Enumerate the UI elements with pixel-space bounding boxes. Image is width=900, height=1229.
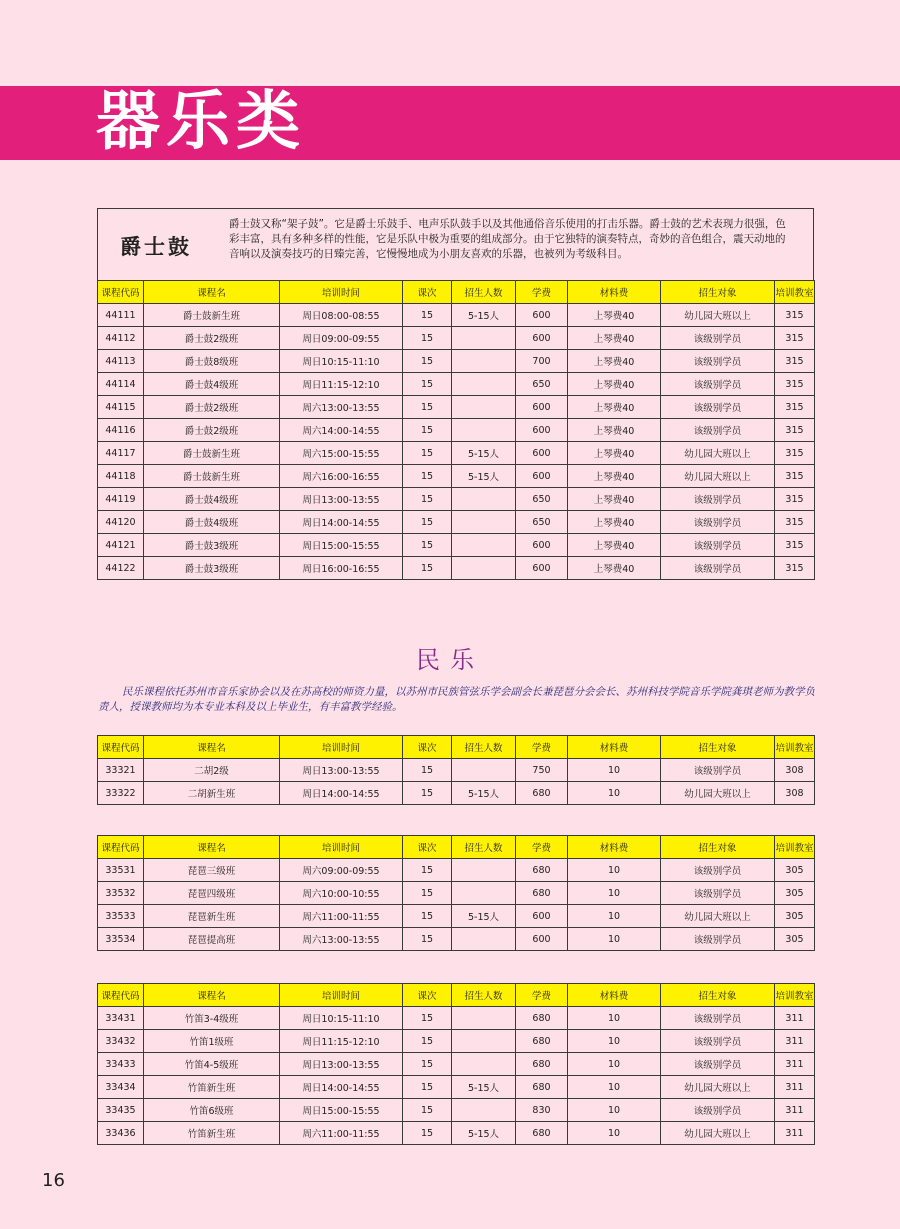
cell-classroom: 305 [775,928,815,951]
header-enrollment: 招生人数 [452,836,516,859]
cell-time: 周六13:00-13:55 [280,928,403,951]
cell-classroom: 315 [775,534,815,557]
cell-classroom: 315 [775,396,815,419]
header-enrollment: 招生人数 [452,281,516,304]
table-header-row [98,736,815,759]
cell-tuition: 650 [516,488,568,511]
cell-course-code: 33431 [98,1007,144,1030]
jazz-drum-intro [97,208,814,281]
table-row [98,905,815,928]
table-header-row [98,984,815,1007]
erhu-table [97,735,815,805]
table-row [98,465,815,488]
cell-course-name: 爵士鼓新生班 [144,465,280,488]
cell-material-fee: 10 [568,759,661,782]
header-target: 招生对象 [661,984,775,1007]
cell-course-name: 竹笛3-4级班 [144,1007,280,1030]
cell-enrollment: 5-15人 [452,782,516,805]
cell-material-fee: 10 [568,1076,661,1099]
cell-course-code: 44119 [98,488,144,511]
cell-tuition: 600 [516,905,568,928]
cell-course-name: 竹笛6级班 [144,1099,280,1122]
jazz-drum-description: 爵士鼓又称“架子鼓”。它是爵士乐鼓手、电声乐队鼓手以及其他通俗音乐使用的打击乐器。爵士鼓的艺术表现力很强，色彩丰富，具有多种多样的性能，它是乐队中极为重要的组成部分。由于它独特的演奏特点，奇妙的音色组合，震天动地的音响以及演奏技巧的日臻完善，它慢慢地成为小朋友喜欢的乐器，也被列为考级科目。 [229,218,786,260]
cell-sessions: 15 [403,782,452,805]
cell-time: 周六15:00-15:55 [280,442,403,465]
cell-tuition: 700 [516,350,568,373]
cell-enrollment [452,859,516,882]
cell-material-fee: 10 [568,782,661,805]
cell-time: 周六11:00-11:55 [280,1122,403,1145]
header-classroom: 培训教室 [775,736,815,759]
cell-time: 周日10:15-11:10 [280,1007,403,1030]
cell-course-code: 44122 [98,557,144,580]
cell-target: 幼儿园大班以上 [661,304,775,327]
cell-target: 幼儿园大班以上 [661,465,775,488]
cell-enrollment [452,1030,516,1053]
cell-course-name: 爵士鼓2级班 [144,419,280,442]
cell-sessions: 15 [403,511,452,534]
header-course-name: 课程名 [144,984,280,1007]
header-target: 招生对象 [661,836,775,859]
header-material-fee: 材料费 [568,984,661,1007]
cell-tuition: 680 [516,859,568,882]
header-time: 培训时间 [280,836,403,859]
cell-sessions: 15 [403,759,452,782]
cell-classroom: 308 [775,759,815,782]
jazz-drum-name: 爵士鼓 [120,235,192,259]
cell-classroom: 311 [775,1099,815,1122]
cell-tuition: 600 [516,396,568,419]
cell-classroom: 315 [775,350,815,373]
cell-enrollment: 5-15人 [452,465,516,488]
cell-tuition: 600 [516,304,568,327]
cell-sessions: 15 [403,396,452,419]
cell-classroom: 315 [775,373,815,396]
cell-time: 周六11:00-11:55 [280,905,403,928]
header-classroom: 培训教室 [775,836,815,859]
cell-target: 该级别学员 [661,511,775,534]
cell-tuition: 600 [516,534,568,557]
cell-time: 周日11:15-12:10 [280,373,403,396]
cell-classroom: 315 [775,488,815,511]
cell-sessions: 15 [403,1030,452,1053]
cell-course-name: 琵琶四级班 [144,882,280,905]
cell-enrollment: 5-15人 [452,304,516,327]
cell-target: 该级别学员 [661,327,775,350]
cell-course-code: 44113 [98,350,144,373]
cell-sessions: 15 [403,557,452,580]
table-row [98,396,815,419]
table-row [98,1030,815,1053]
cell-material-fee: 上琴费40 [568,511,661,534]
header-sessions: 课次 [403,836,452,859]
cell-target: 该级别学员 [661,1053,775,1076]
table-row [98,1099,815,1122]
cell-enrollment [452,928,516,951]
cell-course-name: 竹笛1级班 [144,1030,280,1053]
cell-material-fee: 10 [568,1099,661,1122]
cell-course-code: 44112 [98,327,144,350]
cell-tuition: 600 [516,928,568,951]
cell-material-fee: 上琴费40 [568,350,661,373]
cell-tuition: 750 [516,759,568,782]
header-material-fee: 材料费 [568,836,661,859]
header-course-name: 课程名 [144,281,280,304]
table-row [98,782,815,805]
cell-sessions: 15 [403,419,452,442]
cell-course-code: 44117 [98,442,144,465]
cell-time: 周日16:00-16:55 [280,557,403,580]
cell-classroom: 311 [775,1122,815,1145]
table-row [98,419,815,442]
cell-sessions: 15 [403,304,452,327]
header-sessions: 课次 [403,281,452,304]
table-header-row [98,836,815,859]
cell-target: 该级别学员 [661,557,775,580]
cell-course-name: 琵琶提高班 [144,928,280,951]
cell-course-code: 44118 [98,465,144,488]
cell-target: 该级别学员 [661,759,775,782]
cell-classroom: 315 [775,419,815,442]
cell-material-fee: 10 [568,1030,661,1053]
cell-course-code: 44115 [98,396,144,419]
cell-classroom: 315 [775,304,815,327]
folk-section-intro: 民乐课程依托苏州市音乐家协会以及在苏高校的师资力量，以苏州市民族管弦乐学会副会长兼琵琶分会会长、苏州科技学院音乐学院龚琪老师为教学负责人，授课教师均为本专业本科及以上毕业生，有丰富教学经验。 [98,686,815,713]
cell-sessions: 15 [403,928,452,951]
folk-section-title: 民乐 [416,646,484,674]
cell-course-code: 44111 [98,304,144,327]
cell-sessions: 15 [403,1053,452,1076]
cell-course-name: 爵士鼓4级班 [144,511,280,534]
table-row [98,327,815,350]
table-row [98,882,815,905]
cell-target: 该级别学员 [661,1007,775,1030]
cell-time: 周日14:00-14:55 [280,1076,403,1099]
cell-material-fee: 10 [568,1122,661,1145]
cell-time: 周日11:15-12:10 [280,1030,403,1053]
table-row [98,304,815,327]
header-course-name: 课程名 [144,836,280,859]
cell-time: 周日09:00-09:55 [280,327,403,350]
table-row [98,488,815,511]
cell-tuition: 600 [516,465,568,488]
header-enrollment: 招生人数 [452,736,516,759]
table-row [98,442,815,465]
cell-tuition: 680 [516,1076,568,1099]
cell-tuition: 600 [516,557,568,580]
cell-course-name: 竹笛4-5级班 [144,1053,280,1076]
cell-material-fee: 上琴费40 [568,396,661,419]
cell-course-code: 33531 [98,859,144,882]
cell-tuition: 680 [516,782,568,805]
cell-sessions: 15 [403,882,452,905]
table-row [98,373,815,396]
cell-classroom: 315 [775,465,815,488]
cell-target: 幼儿园大班以上 [661,1122,775,1145]
cell-course-code: 33321 [98,759,144,782]
cell-enrollment: 5-15人 [452,442,516,465]
cell-course-name: 爵士鼓2级班 [144,396,280,419]
cell-target: 幼儿园大班以上 [661,442,775,465]
cell-course-name: 爵士鼓2级班 [144,327,280,350]
cell-time: 周六10:00-10:55 [280,882,403,905]
header-tuition: 学费 [516,736,568,759]
cell-time: 周日15:00-15:55 [280,1099,403,1122]
cell-enrollment [452,488,516,511]
cell-target: 该级别学员 [661,1099,775,1122]
cell-classroom: 311 [775,1076,815,1099]
cell-sessions: 15 [403,1122,452,1145]
table-row [98,1053,815,1076]
cell-classroom: 311 [775,1007,815,1030]
cell-enrollment [452,419,516,442]
cell-target: 幼儿园大班以上 [661,782,775,805]
cell-course-code: 44114 [98,373,144,396]
cell-enrollment [452,1099,516,1122]
cell-enrollment: 5-15人 [452,905,516,928]
cell-tuition: 650 [516,511,568,534]
cell-classroom: 315 [775,442,815,465]
cell-material-fee: 10 [568,1007,661,1030]
cell-course-code: 33434 [98,1076,144,1099]
cell-material-fee: 上琴费40 [568,442,661,465]
cell-material-fee: 上琴费40 [568,534,661,557]
cell-course-name: 爵士鼓新生班 [144,304,280,327]
cell-time: 周日10:15-11:10 [280,350,403,373]
cell-enrollment [452,373,516,396]
header-classroom: 培训教室 [775,281,815,304]
cell-course-code: 33432 [98,1030,144,1053]
cell-enrollment [452,534,516,557]
header-course-code: 课程代码 [98,984,144,1007]
cell-time: 周日14:00-14:55 [280,782,403,805]
table-row [98,1076,815,1099]
cell-target: 该级别学员 [661,373,775,396]
cell-target: 幼儿园大班以上 [661,905,775,928]
cell-course-name: 竹笛新生班 [144,1076,280,1099]
cell-course-code: 33435 [98,1099,144,1122]
cell-sessions: 15 [403,1099,452,1122]
cell-enrollment [452,396,516,419]
cell-time: 周六14:00-14:55 [280,419,403,442]
page-title: 器乐类 [96,85,306,159]
dizi-table [97,983,815,1145]
table-row [98,1007,815,1030]
page-number: 16 [42,1170,65,1191]
cell-time: 周日15:00-15:55 [280,534,403,557]
table-row [98,557,815,580]
cell-material-fee: 10 [568,928,661,951]
cell-classroom: 305 [775,859,815,882]
cell-enrollment [452,511,516,534]
header-enrollment: 招生人数 [452,984,516,1007]
header-course-code: 课程代码 [98,836,144,859]
cell-sessions: 15 [403,442,452,465]
cell-course-code: 44121 [98,534,144,557]
cell-material-fee: 10 [568,882,661,905]
cell-course-name: 爵士鼓8级班 [144,350,280,373]
header-sessions: 课次 [403,984,452,1007]
cell-classroom: 305 [775,905,815,928]
cell-sessions: 15 [403,905,452,928]
cell-course-name: 爵士鼓新生班 [144,442,280,465]
cell-enrollment: 5-15人 [452,1076,516,1099]
table-row [98,534,815,557]
cell-enrollment: 5-15人 [452,1122,516,1145]
cell-sessions: 15 [403,327,452,350]
cell-tuition: 600 [516,419,568,442]
header-time: 培训时间 [280,984,403,1007]
header-course-code: 课程代码 [98,281,144,304]
header-sessions: 课次 [403,736,452,759]
cell-target: 该级别学员 [661,488,775,511]
cell-classroom: 315 [775,327,815,350]
cell-course-code: 33433 [98,1053,144,1076]
cell-time: 周日14:00-14:55 [280,511,403,534]
cell-sessions: 15 [403,1076,452,1099]
cell-target: 该级别学员 [661,350,775,373]
cell-time: 周日13:00-13:55 [280,759,403,782]
cell-material-fee: 上琴费40 [568,465,661,488]
cell-tuition: 600 [516,327,568,350]
cell-enrollment [452,1053,516,1076]
cell-tuition: 680 [516,1053,568,1076]
cell-course-code: 44120 [98,511,144,534]
cell-course-code: 33322 [98,782,144,805]
header-material-fee: 材料费 [568,281,661,304]
cell-tuition: 680 [516,1122,568,1145]
table-row [98,859,815,882]
cell-course-code: 33532 [98,882,144,905]
jazz-drum-table [97,280,815,580]
cell-time: 周日08:00-08:55 [280,304,403,327]
cell-material-fee: 10 [568,905,661,928]
header-tuition: 学费 [516,281,568,304]
cell-course-name: 琵琶三级班 [144,859,280,882]
cell-sessions: 15 [403,488,452,511]
header-tuition: 学费 [516,984,568,1007]
header-classroom: 培训教室 [775,984,815,1007]
cell-course-code: 44116 [98,419,144,442]
cell-time: 周六09:00-09:55 [280,859,403,882]
cell-material-fee: 上琴费40 [568,488,661,511]
cell-time: 周六16:00-16:55 [280,465,403,488]
cell-classroom: 311 [775,1053,815,1076]
table-row [98,928,815,951]
cell-tuition: 680 [516,882,568,905]
table-header-row [98,281,815,304]
cell-course-code: 33436 [98,1122,144,1145]
cell-classroom: 305 [775,882,815,905]
cell-enrollment [452,350,516,373]
cell-classroom: 311 [775,1030,815,1053]
cell-course-name: 二胡新生班 [144,782,280,805]
cell-target: 该级别学员 [661,928,775,951]
cell-course-name: 二胡2级 [144,759,280,782]
header-tuition: 学费 [516,836,568,859]
table-row [98,1122,815,1145]
cell-course-code: 33533 [98,905,144,928]
header-time: 培训时间 [280,281,403,304]
cell-enrollment [452,882,516,905]
cell-time: 周日13:00-13:55 [280,1053,403,1076]
cell-sessions: 15 [403,859,452,882]
cell-course-name: 爵士鼓4级班 [144,488,280,511]
cell-time: 周日13:00-13:55 [280,488,403,511]
table-row [98,759,815,782]
header-time: 培训时间 [280,736,403,759]
cell-course-name: 爵士鼓3级班 [144,534,280,557]
cell-material-fee: 上琴费40 [568,373,661,396]
header-course-name: 课程名 [144,736,280,759]
cell-course-name: 琵琶新生班 [144,905,280,928]
cell-target: 该级别学员 [661,534,775,557]
cell-sessions: 15 [403,465,452,488]
header-target: 招生对象 [661,736,775,759]
cell-target: 幼儿园大班以上 [661,1076,775,1099]
header-course-code: 课程代码 [98,736,144,759]
cell-enrollment [452,557,516,580]
cell-material-fee: 10 [568,859,661,882]
table-row [98,511,815,534]
cell-time: 周六13:00-13:55 [280,396,403,419]
cell-material-fee: 上琴费40 [568,304,661,327]
cell-enrollment [452,759,516,782]
cell-sessions: 15 [403,534,452,557]
cell-course-name: 竹笛新生班 [144,1122,280,1145]
cell-course-name: 爵士鼓3级班 [144,557,280,580]
cell-enrollment [452,327,516,350]
cell-classroom: 315 [775,511,815,534]
cell-target: 该级别学员 [661,882,775,905]
cell-tuition: 680 [516,1030,568,1053]
cell-tuition: 600 [516,442,568,465]
cell-sessions: 15 [403,350,452,373]
cell-classroom: 308 [775,782,815,805]
cell-tuition: 650 [516,373,568,396]
cell-target: 该级别学员 [661,419,775,442]
header-material-fee: 材料费 [568,736,661,759]
header-target: 招生对象 [661,281,775,304]
cell-target: 该级别学员 [661,1030,775,1053]
cell-target: 该级别学员 [661,859,775,882]
cell-enrollment [452,1007,516,1030]
cell-target: 该级别学员 [661,396,775,419]
cell-course-name: 爵士鼓4级班 [144,373,280,396]
cell-classroom: 315 [775,557,815,580]
cell-material-fee: 上琴费40 [568,419,661,442]
cell-material-fee: 上琴费40 [568,557,661,580]
cell-tuition: 680 [516,1007,568,1030]
cell-material-fee: 上琴费40 [568,327,661,350]
table-row [98,350,815,373]
cell-course-code: 33534 [98,928,144,951]
cell-material-fee: 10 [568,1053,661,1076]
cell-sessions: 15 [403,1007,452,1030]
pipa-table [97,835,815,951]
cell-tuition: 830 [516,1099,568,1122]
cell-sessions: 15 [403,373,452,396]
